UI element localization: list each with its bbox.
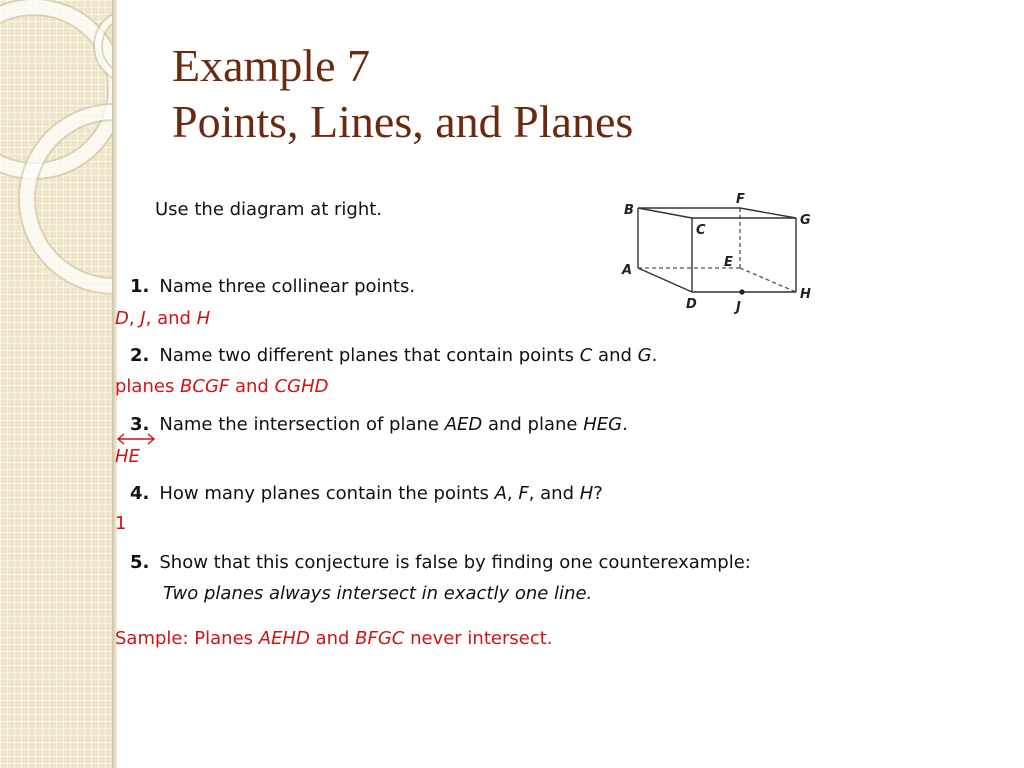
point-J xyxy=(739,289,744,294)
question-text: ? xyxy=(593,483,603,504)
label-B: B xyxy=(624,203,634,218)
answer-part: BCGF xyxy=(180,376,230,397)
question-1 xyxy=(130,276,415,297)
title-line-2: Points, Lines, and Planes xyxy=(172,96,634,147)
answer-part: 1 xyxy=(115,513,127,534)
box-diagram xyxy=(618,190,818,315)
label-E: E xyxy=(724,255,733,270)
question-text: Name three collinear points. xyxy=(159,276,416,297)
label-J: J xyxy=(736,300,741,315)
double-arrow-icon xyxy=(115,432,157,446)
question-text: and xyxy=(592,345,638,366)
answer-part: HE xyxy=(115,446,140,467)
question-text: Show that this conjecture is false by finding one counterexample: xyxy=(159,552,751,573)
question-number: 2. xyxy=(130,345,150,366)
answer-1 xyxy=(115,308,210,329)
question-text: and plane xyxy=(482,414,584,435)
question-number: 4. xyxy=(130,483,150,504)
question-text: . xyxy=(622,414,628,435)
label-D: D xyxy=(686,297,697,312)
question-text: How many planes contain the points xyxy=(159,483,495,504)
answer-part: , and xyxy=(145,308,197,329)
intro-text: Use the diagram at right. xyxy=(155,199,383,220)
answer-4 xyxy=(115,513,126,534)
question-number: 1. xyxy=(130,276,150,297)
conjecture-text xyxy=(163,583,592,604)
answer-part: J xyxy=(140,308,146,329)
answer-part: H xyxy=(196,308,211,329)
question-5 xyxy=(130,552,751,573)
question-number: 3. xyxy=(130,414,150,435)
answer-part: D xyxy=(115,308,129,329)
question-text: F xyxy=(518,483,529,504)
question-text: Two planes always intersect in exactly one line. xyxy=(163,583,593,604)
question-number: 5. xyxy=(130,552,150,573)
label-C: C xyxy=(696,223,706,238)
answer-part: never intersect. xyxy=(404,628,553,649)
answer-part: and xyxy=(229,376,275,397)
question-text: G xyxy=(637,345,652,366)
question-text: , xyxy=(506,483,519,504)
title-line-1: Example 7 xyxy=(172,40,370,91)
question-3 xyxy=(130,414,628,435)
edge-BC xyxy=(638,208,692,218)
question-4 xyxy=(130,483,603,504)
answer-3 xyxy=(115,432,157,467)
answer-part: planes xyxy=(115,376,181,397)
question-2 xyxy=(130,345,657,366)
question-text: C xyxy=(579,345,593,366)
answer-part: BFGC xyxy=(355,628,405,649)
answer-2 xyxy=(115,376,329,397)
question-text: . xyxy=(651,345,658,366)
question-text: AED xyxy=(444,414,483,435)
answer-part: AEHD xyxy=(258,628,310,649)
question-text: Name two different planes that contain points xyxy=(159,345,580,366)
label-H: H xyxy=(800,287,811,302)
edge-FG xyxy=(740,208,796,218)
question-text: HEG xyxy=(583,414,623,435)
question-text: Name the intersection of plane xyxy=(159,414,445,435)
answer-5 xyxy=(115,628,553,649)
answer-part: , xyxy=(128,308,141,329)
label-A: A xyxy=(622,263,633,278)
slide-title xyxy=(172,38,633,150)
question-text: A xyxy=(494,483,507,504)
question-text: , and xyxy=(528,483,580,504)
question-text: H xyxy=(579,483,594,504)
edge-EH xyxy=(740,268,796,292)
answer-part: Sample: Planes xyxy=(115,628,259,649)
label-G: G xyxy=(800,213,811,228)
answer-part: CGHD xyxy=(274,376,329,397)
label-F: F xyxy=(736,192,745,207)
decorative-side-band xyxy=(0,0,112,768)
edge-AD xyxy=(638,268,692,292)
answer-part: and xyxy=(309,628,356,649)
